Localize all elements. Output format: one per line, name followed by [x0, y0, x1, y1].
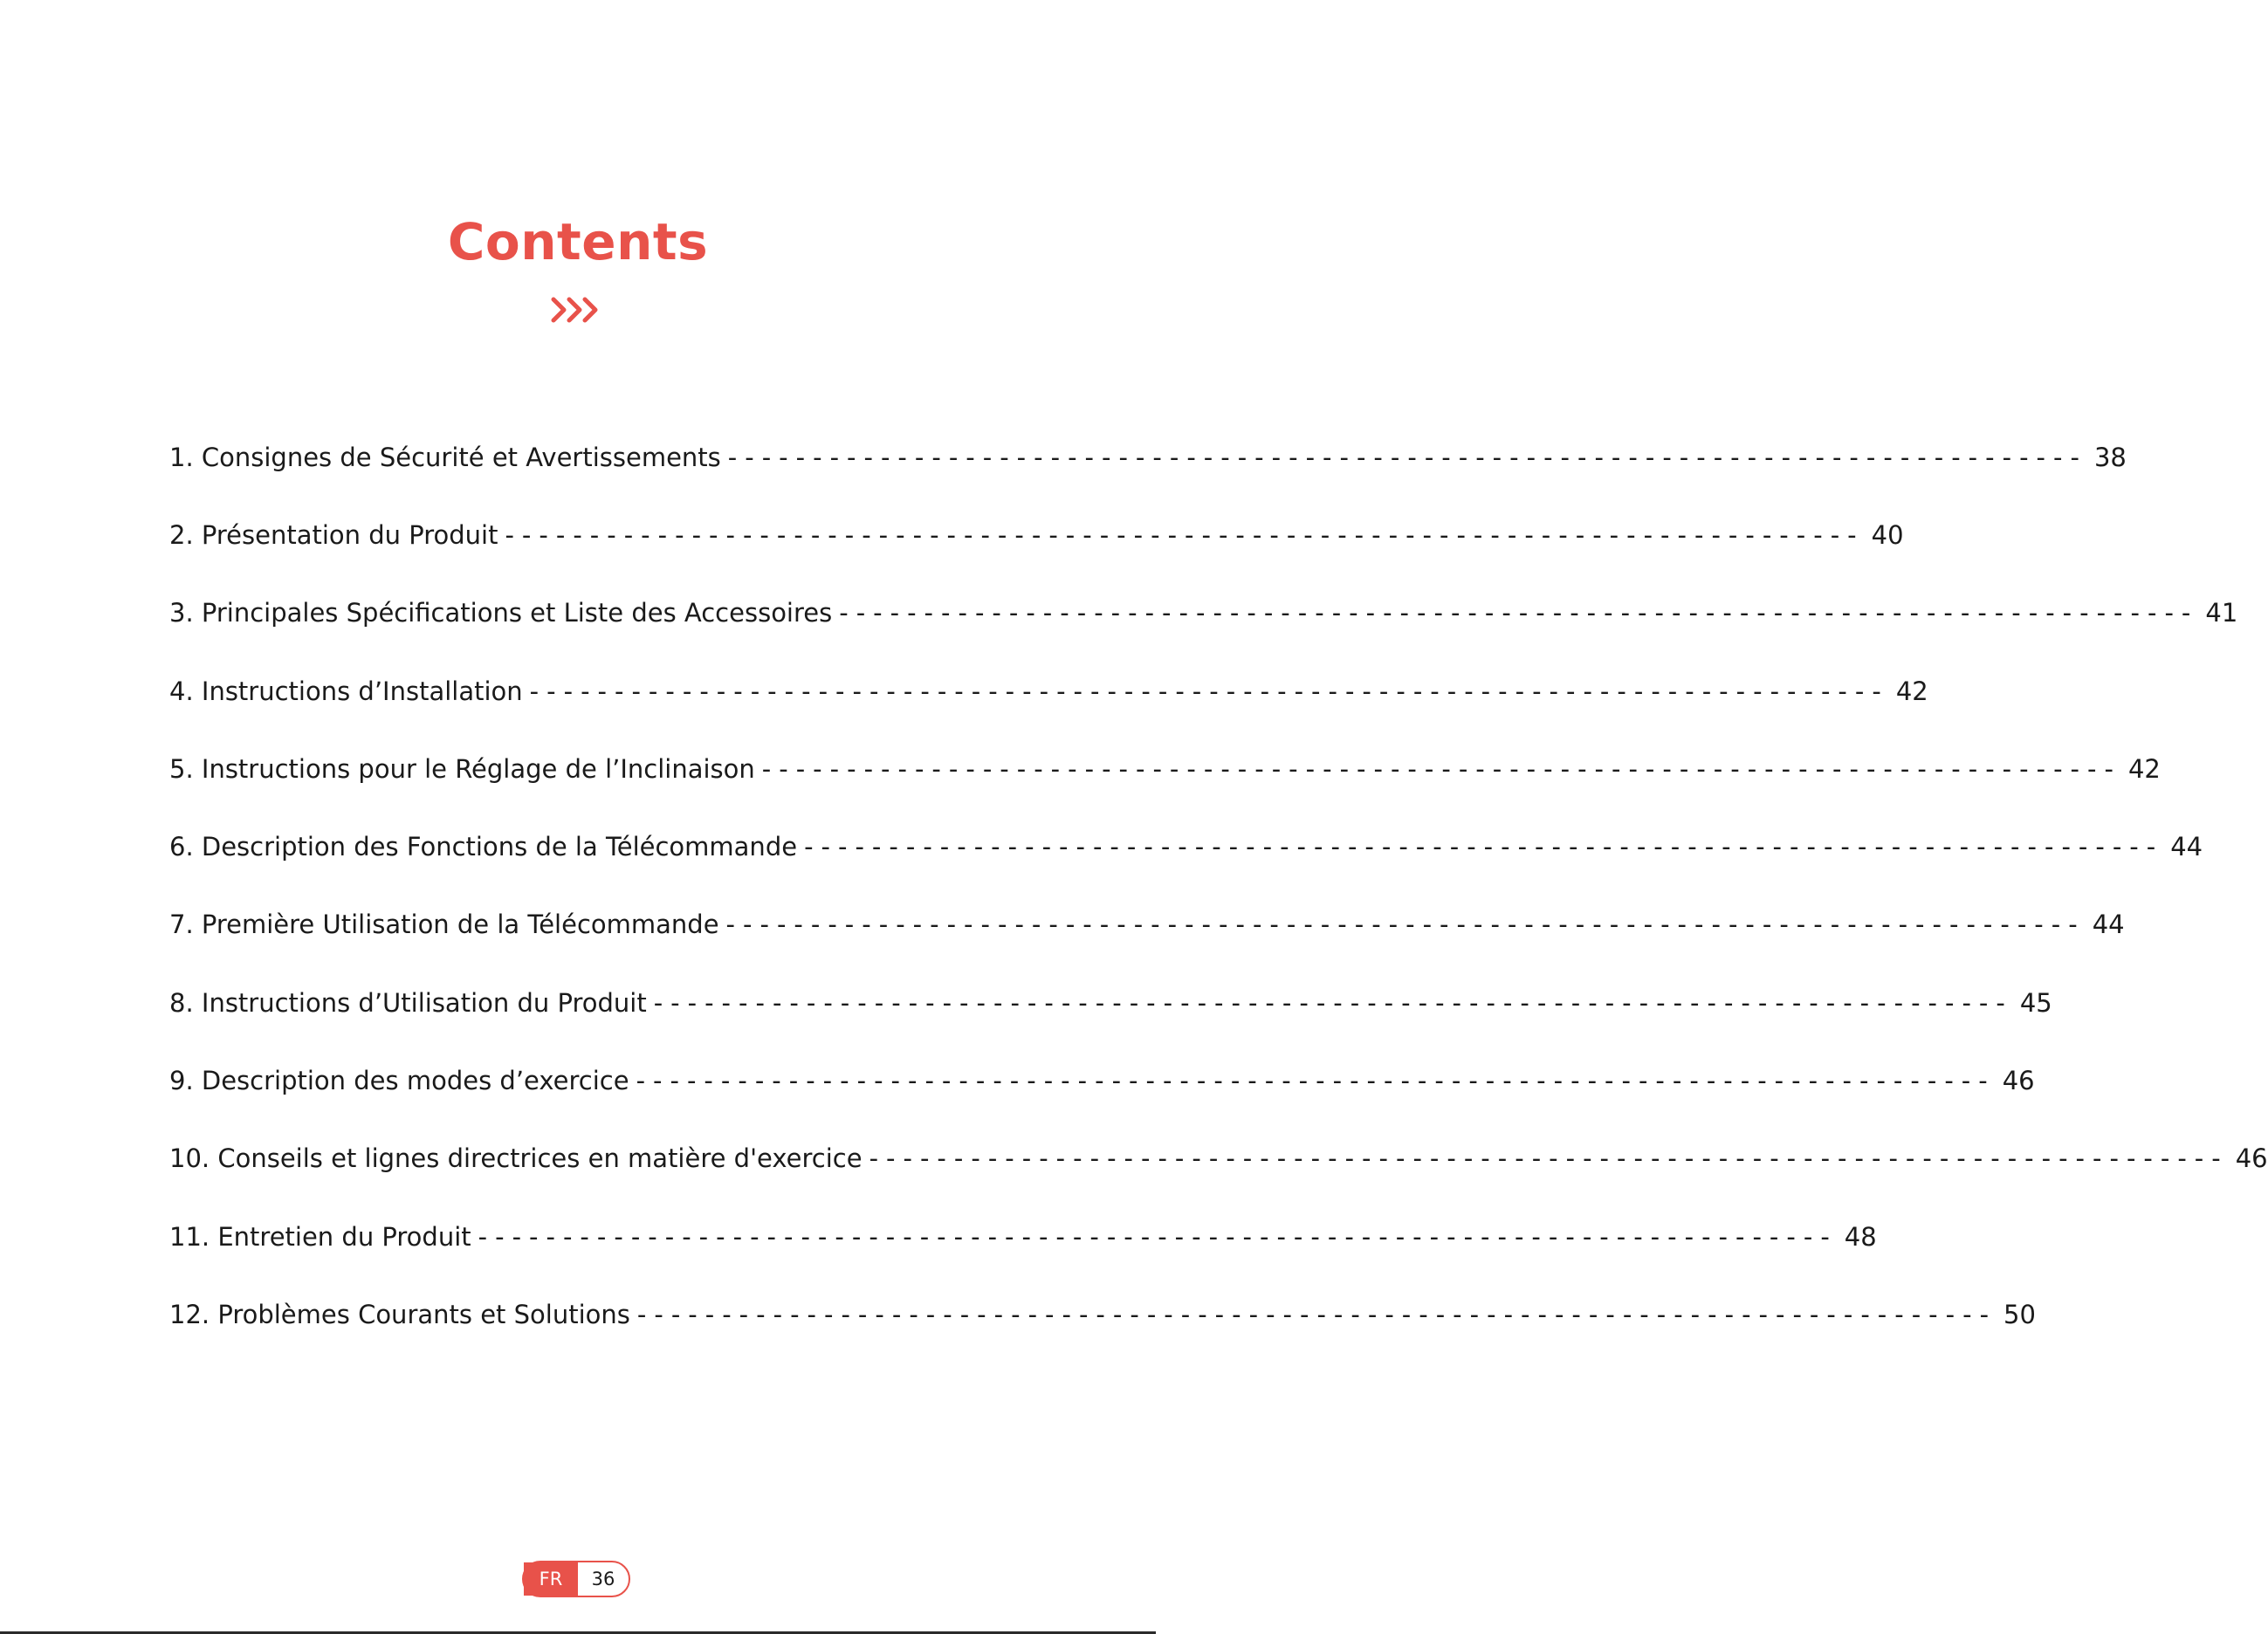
toc-entry-page: 44 [2170, 832, 2203, 862]
toc-entry[interactable] [169, 433, 2127, 482]
toc-entry-page: 41 [2205, 598, 2238, 628]
toc-entry[interactable] [169, 1290, 2036, 1339]
dotted-leader: -------------------------------------------------------------------------------- [727, 443, 2087, 472]
dotted-leader: -------------------------------------------------------------------------------- [869, 1143, 2229, 1173]
page-title: Contents [447, 212, 709, 271]
dotted-leader: -------------------------------------------------------------------------------- [761, 754, 2121, 784]
toc-entry-title: 9. Description des modes d’exercice [169, 1066, 629, 1095]
toc-entry-page: 40 [1871, 520, 1904, 550]
toc-entry-page: 46 [2235, 1143, 2268, 1173]
toc-entry[interactable] [169, 745, 2161, 793]
toc-entry-title: 12. Problèmes Courants et Solutions [169, 1300, 630, 1329]
toc-entry[interactable] [169, 1134, 2268, 1183]
toc-entry-page: 48 [1844, 1222, 1877, 1252]
toc-entry[interactable] [169, 1056, 2035, 1105]
toc-entry-title: 7. Première Utilisation de la Télécommande [169, 910, 719, 939]
page-number-badge [522, 1561, 630, 1597]
toc-entry-title: 5. Instructions pour le Réglage de l’Inclinaison [169, 754, 755, 784]
dotted-leader: -------------------------------------------------------------------------------- [636, 1300, 1997, 1329]
toc-entry-title: 3. Principales Spécifications et Liste des Accessoires [169, 598, 833, 628]
language-code: FR [524, 1562, 578, 1596]
toc-entry-title: 8. Instructions d’Utilisation du Produit [169, 988, 647, 1018]
triple-chevron-right-icon [550, 296, 602, 324]
toc-entry[interactable] [169, 900, 2125, 949]
toc-entry-page: 44 [2092, 910, 2125, 939]
toc-entry-page: 42 [1895, 676, 1928, 706]
toc-entry-page: 38 [2093, 443, 2127, 472]
toc-entry-title: 11. Entretien du Produit [169, 1222, 471, 1252]
page-number: 36 [591, 1569, 615, 1589]
dotted-leader: -------------------------------------------------------------------------------- [804, 832, 2164, 862]
dotted-leader: -------------------------------------------------------------------------------- [529, 676, 1889, 706]
dotted-leader: -------------------------------------------------------------------------------- [653, 988, 2013, 1018]
toc-entry[interactable] [169, 667, 1928, 716]
dotted-leader: -------------------------------------------------------------------------------- [839, 598, 2199, 628]
toc-entry[interactable] [169, 822, 2203, 871]
dotted-leader: -------------------------------------------------------------------------------- [636, 1066, 1996, 1095]
toc-entry-page: 46 [2002, 1066, 2035, 1095]
toc-entry[interactable] [169, 588, 2238, 637]
toc-entry[interactable] [169, 1212, 1877, 1261]
toc-entry-title: 10. Conseils et lignes directrices en matière d'exercice [169, 1143, 863, 1173]
toc-entry-title: 1. Consignes de Sécurité et Avertissements [169, 443, 721, 472]
toc-entry-page: 45 [2019, 988, 2052, 1018]
toc-entry-title: 4. Instructions d’Installation [169, 676, 523, 706]
toc-entry[interactable] [169, 978, 2052, 1027]
dotted-leader: -------------------------------------------------------------------------------- [725, 910, 2086, 939]
dotted-leader: -------------------------------------------------------------------------------- [505, 520, 1865, 550]
toc-entry-page: 42 [2127, 754, 2161, 784]
toc-entry-title: 6. Description des Fonctions de la Télécommande [169, 832, 798, 862]
dotted-leader: -------------------------------------------------------------------------------- [478, 1222, 1838, 1252]
toc-entry[interactable] [169, 511, 1904, 560]
toc-entry-title: 2. Présentation du Produit [169, 520, 498, 550]
toc-entry-page: 50 [2003, 1300, 2036, 1329]
